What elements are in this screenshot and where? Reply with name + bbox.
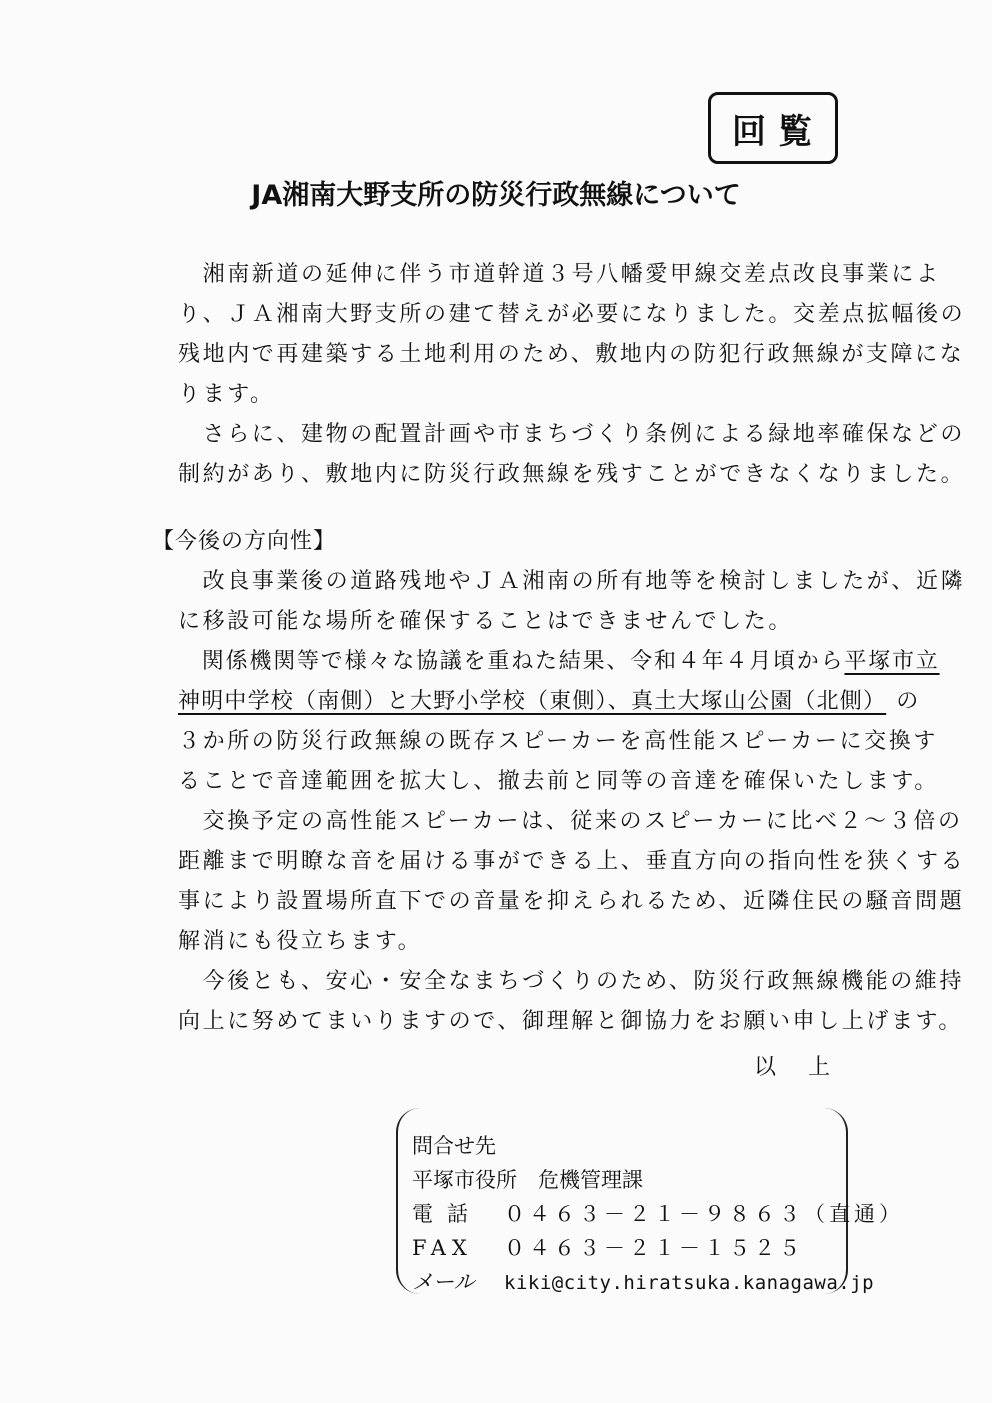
body-line: 交換予定の高性能スピーカーは、従来のスピーカーに比べ２～３倍の	[178, 809, 963, 834]
body-line: 距離まで明瞭な音を届ける事ができる上、垂直方向の指向性を狭くする	[178, 849, 966, 874]
body-line: に移設可能な場所を確保することはできませんでした。	[178, 609, 794, 634]
body-line: 残地内で再建築する土地利用のため、敷地内の防犯行政無線が支障にな	[178, 342, 965, 367]
body-line: 事により設置場所直下での音量を抑えられるため、近隣住民の騒音問題	[178, 889, 965, 914]
fax-value: ０４６３－２１－１５２５	[504, 1236, 804, 1260]
contact-tel	[412, 1200, 904, 1228]
underlined-text: 平塚市立	[844, 649, 940, 674]
body-line: ることで音達範囲を拡大し、撤去前と同等の音達を確保いたします。	[178, 769, 939, 794]
closing-char: 以	[754, 1055, 779, 1080]
underlined-text: 神明中学校（南側）と大野小学校（東側）、真土大塚山公園（北側）	[178, 689, 887, 714]
mail-label: メール	[412, 1270, 475, 1294]
contact-fax	[412, 1234, 804, 1262]
contact-heading: 問合せ先	[412, 1134, 496, 1158]
tel-label: 電話	[412, 1202, 482, 1226]
body-line: 湘南新道の延伸に伴う市道幹道３号八幡愛甲線交差点改良事業によ	[178, 262, 941, 287]
body-line: り、ＪＡ湘南大野支所の建て替えが必要になりました。交差点拡幅後の	[178, 302, 966, 327]
closing-mark	[754, 1050, 832, 1081]
body-line: さらに、建物の配置計画や市まちづくり条例による緑地率確保などの	[178, 422, 965, 447]
body-line	[178, 687, 919, 717]
mail-value[interactable]: kiki@city.hiratsuka.kanagawa.jp	[504, 1272, 875, 1294]
contact-mail	[412, 1268, 874, 1297]
contact-department: 平塚市役所 危機管理課	[412, 1168, 643, 1192]
section-heading: 【今後の方向性】	[152, 529, 337, 554]
body-line: 今後とも、安心・安全なまちづくりのため、防災行政無線機能の維持	[178, 969, 965, 994]
body-line: ります。	[178, 382, 275, 407]
body-text: 関係機関等で様々な協議を重ねた結果、令和４年４月頃から	[178, 649, 845, 674]
body-line: ３か所の防災行政無線の既存スピーカーを高性能スピーカーに交換す	[178, 729, 938, 754]
body-line: 向上に努めてまいりますので、御理解と御協力をお願い申し上げます。	[178, 1009, 964, 1034]
circulation-stamp: 回覧	[708, 92, 838, 164]
body-line	[178, 647, 940, 677]
page-title: JA湘南大野支所の防災行政無線について	[251, 180, 741, 211]
body-line: 制約があり、敷地内に防災行政無線を残すことができなくなりました。	[178, 462, 966, 487]
body-text: の	[896, 689, 920, 714]
body-line: 解消にも役立ちます。	[178, 929, 423, 954]
closing-char: 上	[808, 1055, 833, 1080]
tel-value: ０４６３－２１－９８６３（直通）	[504, 1202, 904, 1226]
body-line: 改良事業後の道路残地やＪＡ湘南の所有地等を検討しましたが、近隣	[178, 569, 966, 594]
fax-label: FAX	[412, 1236, 473, 1260]
